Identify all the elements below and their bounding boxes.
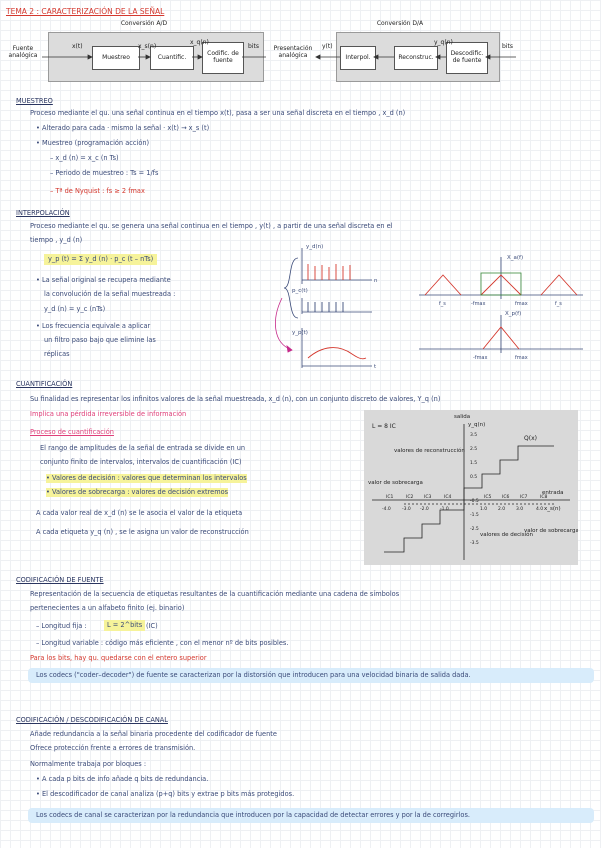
interp-line: la convolución de la señal muestreada : <box>44 290 176 298</box>
q-ic-label: IC1 <box>386 495 394 500</box>
spec-tick: fmax <box>515 301 528 307</box>
codcanal-line: Normalmente trabaja por bloques : <box>30 760 147 768</box>
q-x-tick: -2.0 <box>420 507 429 512</box>
muestreo-heading: MUESTREO <box>16 97 53 105</box>
spec-label-xp: X_p(f) <box>505 311 522 317</box>
interp-line: • Los frecuencia equivale a aplicar <box>36 322 151 330</box>
cuant-line: A cada valor real de x_d (n) se le asocia el valor de la etiqueta <box>36 509 243 517</box>
ad-output: bits <box>248 43 259 50</box>
page-title: TEMA 2 : CARACTERIZACIÓN DE LA SEÑAL <box>6 7 165 16</box>
q-label-sobre2: valor de sobrecarga <box>524 528 578 534</box>
ad-sig-xq: x_q(n) <box>190 39 209 46</box>
plot-label-t: t <box>374 364 377 370</box>
codcanal-line: • A cada p bits de info añade q bits de redundancia. <box>36 775 209 783</box>
q-label-qx: Q(x) <box>524 435 537 442</box>
ad-block-codific: Codific. de fuente <box>202 42 244 74</box>
q-label-sobre: valor de sobrecarga <box>368 480 423 486</box>
da-sig-y: y(t) <box>322 43 333 50</box>
q-x-tick: -4.0 <box>382 507 391 512</box>
cuant-sub: Proceso de cuantificación <box>30 428 114 436</box>
da-caption: Conversión D/A <box>376 20 424 27</box>
q-y-tick: -2.5 <box>470 527 479 532</box>
q-y-tick: -1.5 <box>470 513 479 518</box>
ad-block-muestreo: Muestreo <box>92 46 140 70</box>
q-label-salida: salida <box>454 414 471 420</box>
q-y-tick: 2.5 <box>470 447 478 452</box>
quantizer-chart <box>364 410 578 565</box>
q-x-tick: 1.0 <box>480 507 488 512</box>
q-ic-label: IC5 <box>484 495 492 500</box>
muestreo-line: – Periodo de muestreo : Ts = 1/fs <box>50 169 159 177</box>
cuant-heading: CUANTIFICACIÓN <box>16 380 73 388</box>
q-x-tick: 3.0 <box>516 507 524 512</box>
q-label-L: L = 8 IC <box>372 423 396 430</box>
q-y-tick: 0.5 <box>470 475 478 480</box>
codcanal-line: • El descodificador de canal analiza (p+q) bits y extrae p bits más protegidos. <box>36 790 295 798</box>
spectrum-plots <box>415 245 585 365</box>
cuant-line: El rango de amplitudes de la señal de entrada se divide en un <box>40 444 246 452</box>
spec-tick: f_s <box>555 301 562 307</box>
spec-label-xa: X_a(f) <box>507 255 524 261</box>
codfuente-warning: Para los bits, hay qu. quedarse con el entero superior <box>30 654 207 662</box>
codcanal-note: Los codecs de canal se caracterizan por la redundancia que introducen por la capacidad de detectar errores y por la de corregirlos. <box>28 808 594 823</box>
q-x-tick: 2.0 <box>498 507 506 512</box>
q-x-tick: -3.0 <box>402 507 411 512</box>
ad-block-cuantific: Cuantific. <box>150 46 194 70</box>
q-label-yq: y_q(n) <box>468 422 486 428</box>
q-x-tick: 4.0 <box>536 507 544 512</box>
interp-time-plots <box>262 238 392 378</box>
q-ic-label: IC8 <box>540 495 548 500</box>
ad-diagram <box>4 22 262 84</box>
cuant-warning: Implica una pérdida irreversible de información <box>30 410 187 418</box>
interp-line: un filtro paso bajo que elimine las <box>44 336 156 344</box>
cuant-line: conjunto finito de intervalos, intervalos de cuantificación (IC) <box>40 458 242 466</box>
q-x-tick: -1.0 <box>440 507 449 512</box>
codfuente-ic: (IC) <box>146 622 158 630</box>
q-ic-label: IC6 <box>502 495 510 500</box>
da-arrows <box>270 22 532 84</box>
cuant-line: • Valores de decisión : valores que determinan los intervalos <box>46 474 247 482</box>
codcanal-line: Ofrece protección frente a errores de transmisión. <box>30 744 196 752</box>
q-ic-label: IC7 <box>520 495 528 500</box>
spec-tick: -fmax <box>471 301 486 307</box>
ad-arrows <box>4 22 266 84</box>
q-ic-label: IC2 <box>406 495 414 500</box>
cuant-line: A cada etiqueta y_q (n) , se le asigna un valor de reconstrucción <box>36 528 249 536</box>
q-ic-label: IC3 <box>424 495 432 500</box>
plot-label-yp: y_p(t) <box>292 330 308 336</box>
interp-formula: y_p (t) = Σ y_d (n) · p_c (t – nTs) <box>44 254 157 265</box>
da-sig-yq: y_q(n) <box>434 39 453 46</box>
quantizer-svg <box>364 410 578 565</box>
codfuente-line: Representación de la secuencia de etiquetas resultantes de la cuantificación mediante una cadena de símbolos <box>30 590 400 598</box>
cuant-line: Su finalidad es representar los infinitos valores de la señal muestreada, x_d (n), con un conjunto discreto de valores, Y_q (n) <box>30 395 441 403</box>
q-label-entrada: entrada <box>542 490 564 496</box>
q-y-tick: -0.5 <box>470 499 479 504</box>
codfuente-heading: CODIFICACIÓN DE FUENTE <box>16 576 104 584</box>
codfuente-formula: L = 2^bits <box>104 620 145 631</box>
interp-heading: INTERPOLACIÓN <box>16 209 70 217</box>
codfuente-line: – Longitud variable : código más eficiente , con el menor nº de bits posibles. <box>36 639 289 647</box>
interp-line: Proceso mediante el qu. se genera una señal continua en el tiempo , y(t) , a partir de una señal discreta en el <box>30 222 393 230</box>
q-y-tick: 3.5 <box>470 433 478 438</box>
muestreo-line: • Muestreo (programación acción) <box>36 139 150 147</box>
da-output-label: Presentación analógica <box>273 45 313 59</box>
plot-label-n: n <box>374 278 378 284</box>
interp-line: réplicas <box>44 350 70 358</box>
ad-caption: Conversión A/D <box>120 20 168 27</box>
q-y-tick: -3.5 <box>470 541 479 546</box>
codfuente-line: pertenecientes a un alfabeto finito (ej. binario) <box>30 604 185 612</box>
q-label-decision: valores de decisión <box>480 532 533 538</box>
interp-line: y_d (n) = y_c (nTs) <box>44 305 106 313</box>
plot-label-pc: p_c(t) <box>292 288 308 294</box>
codfuente-note: Los codecs ("coder–decoder") de fuente se caracterizan por la distorsión que introducen para una velocidad binaria de salida dada. <box>28 668 594 683</box>
q-y-tick: 1.5 <box>470 461 478 466</box>
nyquist-line: – Tª de Nyquist : fs ≥ 2 fmax <box>50 187 145 195</box>
da-input: bits <box>502 43 513 50</box>
da-diagram <box>270 22 598 84</box>
spec-tick: -fmax <box>473 355 488 361</box>
q-label-recon: valores de reconstrucción <box>394 448 465 454</box>
muestreo-line: Proceso mediante el qu. una señal continua en el tiempo x(t), pasa a ser una señal discreta en el tiempo , x_d (n) <box>30 109 406 117</box>
interp-line: tiempo , y_d (n) <box>30 236 83 244</box>
q-label-xn: x_s(n) <box>544 506 561 512</box>
cuant-line: • Valores de sobrecarga : valores de decisión extremos <box>46 488 229 496</box>
da-block-reconstruc: Reconstruc. <box>394 46 438 70</box>
codcanal-line: Añade redundancia a la señal binaria procedente del codificador de fuente <box>30 730 277 738</box>
ad-sig-xs: x_s(n) <box>138 43 157 50</box>
plot-label-ya: y_d(n) <box>306 244 324 250</box>
muestreo-line: – x_d (n) = x_c (n Ts) <box>50 154 119 162</box>
codcanal-heading: CODIFICACIÓN / DESCODIFICACIÓN DE CANAL <box>16 716 168 724</box>
spec-tick: f_s <box>439 301 446 307</box>
da-block-descodific: Descodific. de fuente <box>446 42 488 74</box>
da-block-interpol: Interpol. <box>340 46 376 70</box>
codfuente-fixed-label: – Longitud fija : <box>36 622 87 630</box>
spec-tick: fmax <box>515 355 528 361</box>
ad-input-label: Fuente analógica <box>8 45 38 59</box>
ad-sig-x: x(t) <box>72 43 83 50</box>
muestreo-line: • Alterado para cada · mismo la señal · x(t) → x_s (t) <box>36 124 210 132</box>
interp-line: • La señal original se recupera mediante <box>36 276 171 284</box>
q-ic-label: IC4 <box>444 495 452 500</box>
